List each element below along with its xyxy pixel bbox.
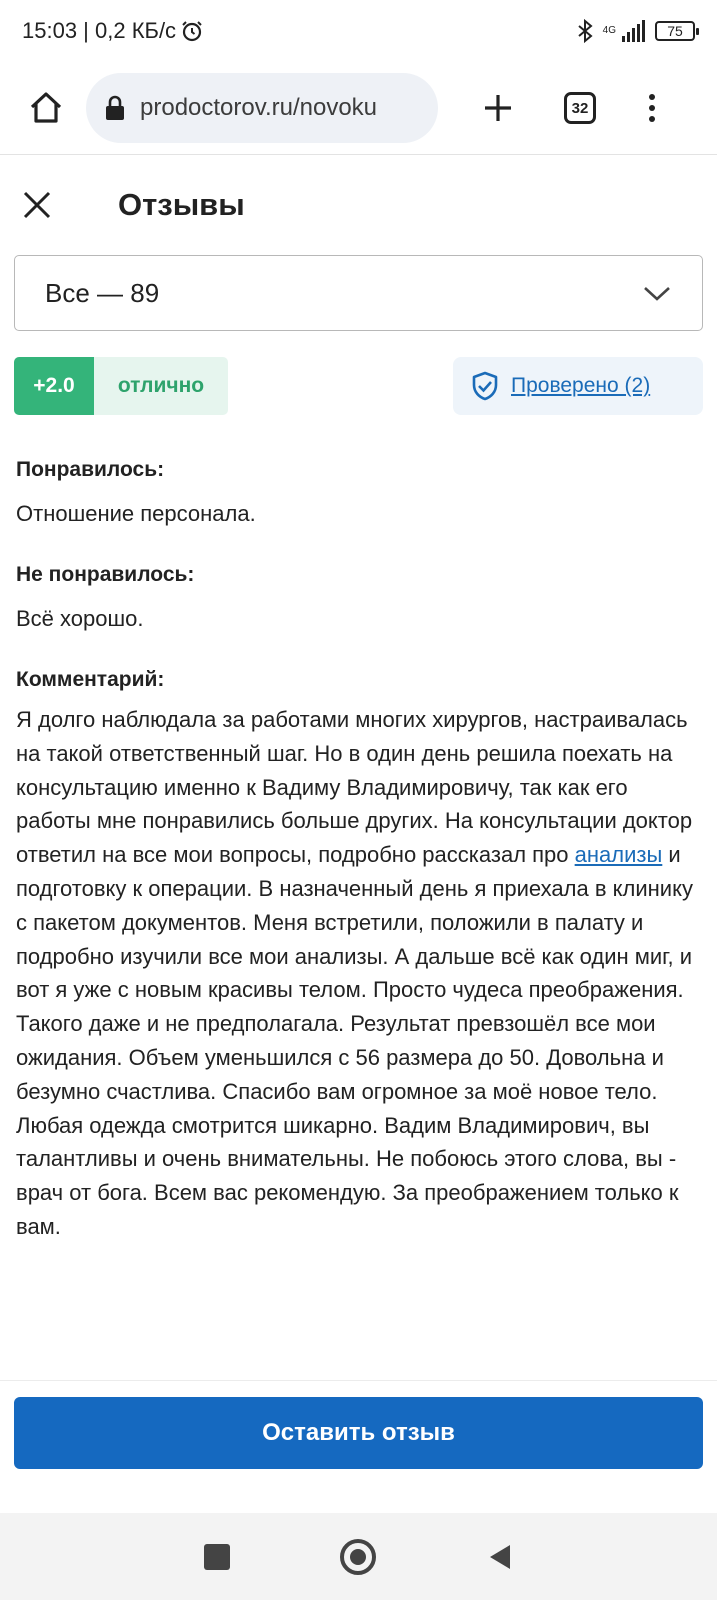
review-filter-select[interactable] (14, 255, 703, 331)
signal-icon (622, 20, 645, 42)
home-icon[interactable] (16, 78, 76, 138)
liked-text: Отношение персонала. (16, 501, 256, 526)
leave-review-button[interactable]: Оставить отзыв (14, 1397, 703, 1469)
rating-score: +2.0 (14, 357, 94, 415)
network-type: 4G (602, 25, 616, 36)
tab-count: 32 (571, 99, 589, 117)
disliked-heading: Не понравилось: (16, 563, 195, 586)
divider (0, 154, 717, 155)
page-title: Отзывы (118, 187, 245, 222)
shield-check-icon (469, 370, 501, 402)
nav-home-icon[interactable] (340, 1539, 376, 1575)
review-content (16, 455, 706, 1274)
lock-icon (104, 95, 126, 121)
comment-heading: Комментарий: (16, 668, 165, 691)
browser-toolbar (0, 62, 717, 154)
liked-heading: Понравилось: (16, 458, 165, 481)
alarm-icon (180, 19, 204, 43)
rating-badge (14, 357, 228, 415)
recent-apps-icon[interactable] (204, 1544, 230, 1570)
status-bar (0, 0, 717, 62)
tabs-button[interactable] (550, 78, 610, 138)
more-vert-icon[interactable] (622, 78, 682, 138)
filter-value: Все — 89 (45, 277, 160, 308)
verified-label: Проверено (2) (511, 374, 651, 397)
page-header (0, 165, 717, 245)
bluetooth-icon (577, 19, 593, 43)
analyses-link[interactable]: анализы (574, 842, 663, 868)
chevron-down-icon (642, 283, 672, 303)
plus-icon[interactable] (468, 78, 528, 138)
verified-link[interactable] (453, 357, 703, 415)
close-icon[interactable] (18, 186, 56, 224)
battery-icon: 75 (655, 21, 695, 41)
url-text: prodoctorov.ru/novoku (140, 94, 378, 121)
disliked-text: Всё хорошо. (16, 606, 144, 631)
system-nav-bar (0, 1513, 717, 1600)
rating-word: отлично (94, 357, 228, 415)
back-icon[interactable] (486, 1542, 514, 1572)
comment-text: Я долго наблюдала за работами многих хирургов, настраивалась на такой ответственный шаг. Но в один день решила поехать на консультацию именно к Вадиму Владимировичу, так как его работы мне понравились больше других. На консультации доктор ответил на все мои вопросы, подробно рассказал про анализы и подготовку к операции. В назначенный день я приехала в клинику с пакетом документов. Меня встретили, положили в палату и подробно изучили все мои анализы. А дальше всё как один миг, и вот я уже с новым красивы телом. Просто чудеса преображения. Такого даже и не предполагала. Результат превзошёл все мои ожидания. Объем уменьшился с 56 размера до 50. Довольна и безумно счастлива. Спасибо вам огромное за моё новое тело. Любая одежда смотрится шикарно. Вадим Владимирович, вы талантливы и очень внимательны. Не побоюсь этого слова, вы - врач от бога. Всем вас рекомендую. За преображением только к вам. (16, 707, 693, 1239)
address-bar[interactable] (86, 73, 438, 143)
divider (0, 1380, 717, 1381)
status-time: 15:03 | 0,2 КБ/с (22, 18, 177, 43)
